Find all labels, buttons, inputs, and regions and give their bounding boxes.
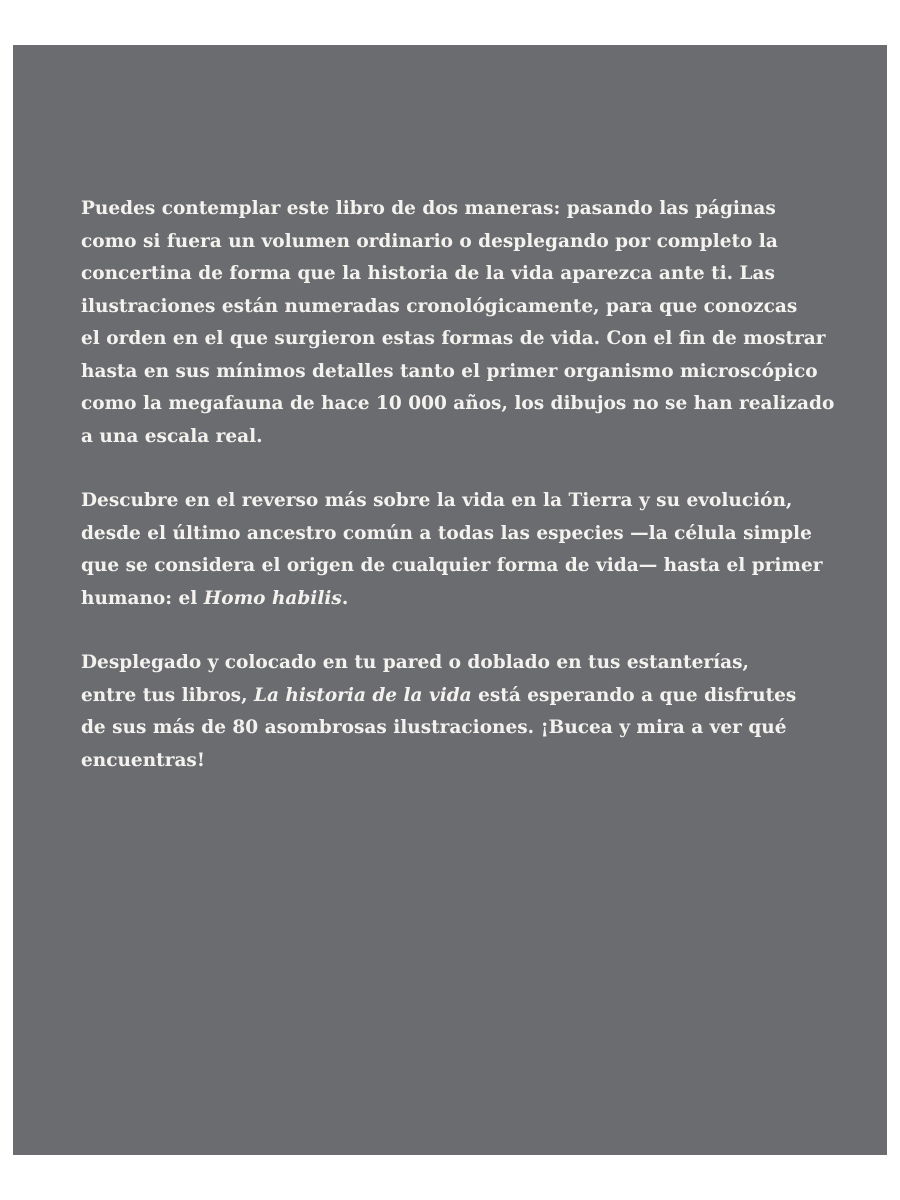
text-line: como si fuera un volumen ordinario o desplegando por completo la [81,230,778,252]
text-fragment: está esperando a que disfrutes [471,684,797,706]
text-line: ilustraciones están numeradas cronológicamente, para que conozcas [81,295,798,317]
paragraph-1 [81,193,835,453]
description-text [81,193,835,777]
text-line: Desplegado y colocado en tu pared o doblado en tus estanterías, [81,652,749,673]
text-fragment: . [341,587,349,609]
species-name: Homo habilis [203,587,342,609]
text-line: el orden en el que surgieron estas formas de vida. Con el fin de mostrar [81,328,826,349]
back-cover-panel [13,45,887,1155]
text-line: Descubre en el reverso más sobre la vida en la Tierra y su evolución, [81,490,793,511]
book-title: La historia de la vida [253,684,472,706]
text-line: de sus más de 80 asombrosas ilustraciones. ¡Bucea y mira a ver qué [81,717,787,738]
text-line [81,680,821,713]
text-line: hasta en sus mínimos detalles tanto el primer organismo microscópico [81,360,818,382]
text-line: que se considera el origen de cualquier forma de vida— hasta el primer [81,555,823,576]
paragraph-2 [81,485,821,615]
text-line: como la megafauna de hace 10 000 años, los dibujos no se han realizado [81,393,835,414]
text-line: encuentras! [81,749,205,771]
text-line: a una escala real. [81,425,263,447]
text-line [81,583,821,616]
paragraph-3 [81,647,821,777]
text-line: Puedes contemplar este libro de dos maneras: pasando las páginas [81,198,776,219]
text-fragment: humano: el [81,587,204,609]
text-fragment: entre tus libros, [81,684,254,706]
text-line: desde el último ancestro común a todas las especies —la célula simple [81,522,812,544]
text-line: concertina de forma que la historia de la vida aparezca ante ti. Las [81,263,775,284]
